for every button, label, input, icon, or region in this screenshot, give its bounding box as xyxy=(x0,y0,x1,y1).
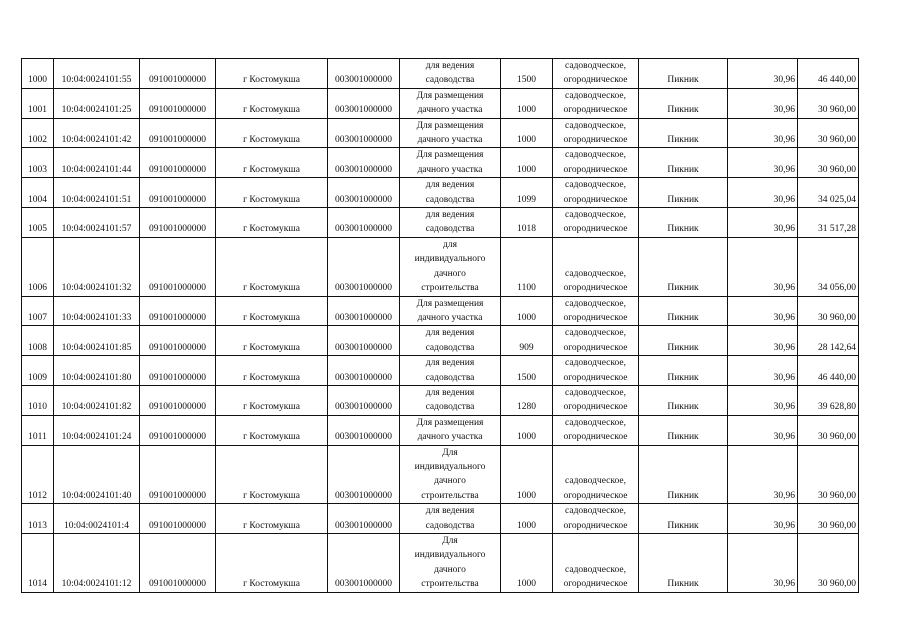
permitted-use-cell xyxy=(400,296,501,326)
permitted-use-cell-line: садоводства xyxy=(425,402,475,413)
land-category-cell xyxy=(553,59,639,89)
permitted-use-cell-line: дачного участка xyxy=(417,135,483,146)
cadastral-number-cell: 10:04:0024101:85 xyxy=(54,326,140,356)
specific-value-cell: 30,96 xyxy=(728,59,798,89)
land-category-cell xyxy=(553,148,639,178)
row-number-cell: 1006 xyxy=(22,237,54,296)
permitted-use-cell-line: дачного xyxy=(434,476,466,487)
cadastral-value-cell: 46 440,00 xyxy=(798,356,859,386)
permitted-use-cell-line: индивидуального xyxy=(414,461,486,472)
cadastral-zone-cell: Пикник xyxy=(639,148,728,178)
zone-code-cell: 003001000000 xyxy=(328,326,400,356)
permitted-use-cell-line: для ведения xyxy=(425,180,475,191)
land-category-cell xyxy=(553,445,639,504)
zone-code-cell: 003001000000 xyxy=(328,296,400,326)
cadastral-number-cell: 10:04:0024101:82 xyxy=(54,385,140,415)
land-category-cell-line: садоводческое, xyxy=(565,387,626,398)
table-row xyxy=(22,356,859,386)
specific-value-cell: 30,96 xyxy=(728,385,798,415)
permitted-use-cell-line: для xyxy=(443,239,457,250)
permitted-use-cell-line: Для размещения xyxy=(416,298,484,309)
area-cell: 1000 xyxy=(501,445,553,504)
permitted-use-cell xyxy=(400,208,501,238)
permitted-use-cell-line: индивидуального xyxy=(414,550,486,561)
okato-code-cell: 091001000000 xyxy=(140,148,216,178)
permitted-use-cell-line: дачного участка xyxy=(417,432,483,443)
land-category-cell xyxy=(553,415,639,445)
okato-code-cell: 091001000000 xyxy=(140,178,216,208)
land-category-cell xyxy=(553,296,639,326)
okato-code-cell: 091001000000 xyxy=(140,118,216,148)
land-category-cell-line: садоводческое, xyxy=(565,150,626,161)
locality-cell: г Костомукша xyxy=(216,178,328,208)
permitted-use-cell-line: садоводства xyxy=(425,75,475,86)
area-cell: 1500 xyxy=(501,59,553,89)
land-category-cell-line: огородническое xyxy=(563,372,628,383)
land-category-cell-line: садоводческое, xyxy=(565,180,626,191)
locality-cell: г Костомукша xyxy=(216,59,328,89)
cadastral-value-cell: 39 628,80 xyxy=(798,385,859,415)
permitted-use-cell xyxy=(400,534,501,593)
table-row xyxy=(22,445,859,504)
cadastral-value-cell: 34 056,00 xyxy=(798,237,859,296)
okato-code-cell: 091001000000 xyxy=(140,445,216,504)
cadastral-value-cell: 34 025,04 xyxy=(798,178,859,208)
cadastral-value-cell: 30 960,00 xyxy=(798,118,859,148)
table-row xyxy=(22,148,859,178)
land-category-cell-line: огородническое xyxy=(563,342,628,353)
specific-value-cell: 30,96 xyxy=(728,504,798,534)
permitted-use-cell xyxy=(400,415,501,445)
specific-value-cell: 30,96 xyxy=(728,118,798,148)
permitted-use-cell-line: дачного xyxy=(434,564,466,575)
land-category-cell-line: огородническое xyxy=(563,75,628,86)
locality-cell: г Костомукша xyxy=(216,118,328,148)
row-number-cell: 1012 xyxy=(22,445,54,504)
permitted-use-cell-line: садоводства xyxy=(425,520,475,531)
table-body xyxy=(22,59,859,593)
cadastral-number-cell: 10:04:0024101:57 xyxy=(54,208,140,238)
zone-code-cell: 003001000000 xyxy=(328,237,400,296)
okato-code-cell: 091001000000 xyxy=(140,88,216,118)
row-number-cell: 1011 xyxy=(22,415,54,445)
permitted-use-cell xyxy=(400,356,501,386)
land-category-cell-line: огородническое xyxy=(563,105,628,116)
zone-code-cell: 003001000000 xyxy=(328,118,400,148)
cadastral-number-cell: 10:04:0024101:24 xyxy=(54,415,140,445)
permitted-use-cell xyxy=(400,148,501,178)
cadastral-value-cell: 28 142,64 xyxy=(798,326,859,356)
area-cell: 909 xyxy=(501,326,553,356)
row-number-cell: 1000 xyxy=(22,59,54,89)
locality-cell: г Костомукша xyxy=(216,88,328,118)
land-category-cell xyxy=(553,356,639,386)
permitted-use-cell xyxy=(400,445,501,504)
land-category-cell xyxy=(553,504,639,534)
permitted-use-cell-line: дачного участка xyxy=(417,164,483,175)
land-category-cell xyxy=(553,118,639,148)
cadastral-zone-cell: Пикник xyxy=(639,178,728,208)
row-number-cell: 1005 xyxy=(22,208,54,238)
land-category-cell-line: огородническое xyxy=(563,520,628,531)
specific-value-cell: 30,96 xyxy=(728,208,798,238)
permitted-use-cell-line: Для размещения xyxy=(416,90,484,101)
row-number-cell: 1013 xyxy=(22,504,54,534)
permitted-use-cell-line: садоводства xyxy=(425,342,475,353)
permitted-use-cell xyxy=(400,118,501,148)
land-category-cell-line: садоводческое, xyxy=(565,476,626,487)
cadastral-number-cell: 10:04:0024101:4 xyxy=(54,504,140,534)
table-row xyxy=(22,296,859,326)
cadastral-value-cell: 30 960,00 xyxy=(798,88,859,118)
cadastral-zone-cell: Пикник xyxy=(639,326,728,356)
land-category-cell-line: садоводческое, xyxy=(565,417,626,428)
locality-cell: г Костомукша xyxy=(216,326,328,356)
specific-value-cell: 30,96 xyxy=(728,148,798,178)
land-category-cell-line: огородническое xyxy=(563,135,628,146)
cadastral-value-cell: 46 440,00 xyxy=(798,59,859,89)
row-number-cell: 1001 xyxy=(22,88,54,118)
permitted-use-cell-line: для ведения xyxy=(425,506,475,517)
locality-cell: г Костомукша xyxy=(216,148,328,178)
table-row xyxy=(22,534,859,593)
permitted-use-cell-line: Для размещения xyxy=(416,120,484,131)
row-number-cell: 1010 xyxy=(22,385,54,415)
zone-code-cell: 003001000000 xyxy=(328,504,400,534)
okato-code-cell: 091001000000 xyxy=(140,208,216,238)
area-cell: 1500 xyxy=(501,356,553,386)
permitted-use-cell-line: садоводства xyxy=(425,224,475,235)
permitted-use-cell-line: Для xyxy=(442,536,458,546)
area-cell: 1280 xyxy=(501,385,553,415)
permitted-use-cell-line: для ведения xyxy=(425,358,475,369)
okato-code-cell: 091001000000 xyxy=(140,296,216,326)
table-row xyxy=(22,178,859,208)
permitted-use-cell-line: Для xyxy=(442,447,458,458)
cadastral-number-cell: 10:04:0024101:51 xyxy=(54,178,140,208)
cadastral-value-cell: 30 960,00 xyxy=(798,296,859,326)
cadastral-number-cell: 10:04:0024101:44 xyxy=(54,148,140,178)
permitted-use-cell-line: строительства xyxy=(421,490,479,501)
row-number-cell: 1009 xyxy=(22,356,54,386)
area-cell: 1000 xyxy=(501,118,553,148)
land-category-cell-line: садоводческое, xyxy=(565,358,626,369)
cadastral-zone-cell: Пикник xyxy=(639,118,728,148)
locality-cell: г Костомукша xyxy=(216,237,328,296)
locality-cell: г Костомукша xyxy=(216,534,328,593)
land-category-cell-line: огородническое xyxy=(563,164,628,175)
cadastral-zone-cell: Пикник xyxy=(639,356,728,386)
cadastral-value-cell: 30 960,00 xyxy=(798,415,859,445)
land-category-cell xyxy=(553,208,639,238)
area-cell: 1000 xyxy=(501,148,553,178)
cadastral-value-cell: 30 960,00 xyxy=(798,504,859,534)
permitted-use-cell-line: садоводства xyxy=(425,194,475,205)
zone-code-cell: 003001000000 xyxy=(328,178,400,208)
cadastral-value-cell: 30 960,00 xyxy=(798,445,859,504)
land-category-cell-line: садоводческое, xyxy=(565,328,626,339)
permitted-use-cell-line: для ведения xyxy=(425,210,475,221)
land-category-cell-line: огородническое xyxy=(563,579,628,590)
land-category-cell xyxy=(553,88,639,118)
specific-value-cell: 30,96 xyxy=(728,356,798,386)
zone-code-cell: 003001000000 xyxy=(328,148,400,178)
specific-value-cell: 30,96 xyxy=(728,88,798,118)
locality-cell: г Костомукша xyxy=(216,208,328,238)
table-row xyxy=(22,326,859,356)
permitted-use-cell-line: для ведения xyxy=(425,328,475,339)
row-number-cell: 1014 xyxy=(22,534,54,593)
land-category-cell-line: садоводческое, xyxy=(565,120,626,131)
cadastral-number-cell: 10:04:0024101:42 xyxy=(54,118,140,148)
zone-code-cell: 003001000000 xyxy=(328,208,400,238)
land-category-cell-line: садоводческое, xyxy=(565,564,626,575)
permitted-use-cell-line: дачного участка xyxy=(417,312,483,323)
permitted-use-cell xyxy=(400,88,501,118)
okato-code-cell: 091001000000 xyxy=(140,504,216,534)
locality-cell: г Костомукша xyxy=(216,415,328,445)
cadastral-zone-cell: Пикник xyxy=(639,385,728,415)
area-cell: 1000 xyxy=(501,88,553,118)
area-cell: 1000 xyxy=(501,504,553,534)
row-number-cell: 1002 xyxy=(22,118,54,148)
locality-cell: г Костомукша xyxy=(216,445,328,504)
cadastral-value-cell: 31 517,28 xyxy=(798,208,859,238)
row-number-cell: 1008 xyxy=(22,326,54,356)
area-cell: 1018 xyxy=(501,208,553,238)
land-category-cell xyxy=(553,534,639,593)
land-registry-table xyxy=(21,58,859,593)
cadastral-zone-cell: Пикник xyxy=(639,534,728,593)
table-row xyxy=(22,208,859,238)
specific-value-cell: 30,96 xyxy=(728,237,798,296)
specific-value-cell: 30,96 xyxy=(728,415,798,445)
land-category-cell-line: огородническое xyxy=(563,432,628,443)
okato-code-cell: 091001000000 xyxy=(140,326,216,356)
cadastral-number-cell: 10:04:0024101:25 xyxy=(54,88,140,118)
cadastral-value-cell: 30 960,00 xyxy=(798,148,859,178)
locality-cell: г Костомукша xyxy=(216,356,328,386)
okato-code-cell: 091001000000 xyxy=(140,237,216,296)
locality-cell: г Костомукша xyxy=(216,385,328,415)
permitted-use-cell-line: для ведения xyxy=(425,61,475,71)
land-category-cell-line: садоводческое, xyxy=(565,90,626,101)
permitted-use-cell xyxy=(400,178,501,208)
permitted-use-cell-line: дачного xyxy=(434,268,466,279)
land-category-cell-line: садоводческое, xyxy=(565,298,626,309)
cadastral-zone-cell: Пикник xyxy=(639,296,728,326)
permitted-use-cell-line: Для размещения xyxy=(416,150,484,161)
table-row xyxy=(22,504,859,534)
cadastral-number-cell: 10:04:0024101:80 xyxy=(54,356,140,386)
okato-code-cell: 091001000000 xyxy=(140,534,216,593)
land-category-cell-line: огородническое xyxy=(563,283,628,294)
cadastral-number-cell: 10:04:0024101:55 xyxy=(54,59,140,89)
specific-value-cell: 30,96 xyxy=(728,178,798,208)
land-category-cell xyxy=(553,237,639,296)
area-cell: 1000 xyxy=(501,415,553,445)
cadastral-zone-cell: Пикник xyxy=(639,445,728,504)
permitted-use-cell xyxy=(400,504,501,534)
table-row xyxy=(22,415,859,445)
land-category-cell-line: садоводческое, xyxy=(565,506,626,517)
permitted-use-cell-line: дачного участка xyxy=(417,105,483,116)
row-number-cell: 1004 xyxy=(22,178,54,208)
permitted-use-cell-line: индивидуального xyxy=(414,254,486,265)
land-category-cell-line: огородническое xyxy=(563,490,628,501)
cadastral-zone-cell: Пикник xyxy=(639,208,728,238)
table-row xyxy=(22,88,859,118)
zone-code-cell: 003001000000 xyxy=(328,356,400,386)
area-cell: 1099 xyxy=(501,178,553,208)
table-row xyxy=(22,385,859,415)
table-row xyxy=(22,59,859,89)
locality-cell: г Костомукша xyxy=(216,504,328,534)
permitted-use-cell xyxy=(400,59,501,89)
zone-code-cell: 003001000000 xyxy=(328,445,400,504)
cadastral-number-cell: 10:04:0024101:12 xyxy=(54,534,140,593)
specific-value-cell: 30,96 xyxy=(728,296,798,326)
cadastral-value-cell: 30 960,00 xyxy=(798,534,859,593)
permitted-use-cell xyxy=(400,237,501,296)
permitted-use-cell xyxy=(400,385,501,415)
land-category-cell-line: огородническое xyxy=(563,402,628,413)
cadastral-zone-cell: Пикник xyxy=(639,88,728,118)
cadastral-zone-cell: Пикник xyxy=(639,504,728,534)
land-category-cell-line: огородническое xyxy=(563,194,628,205)
permitted-use-cell-line: строительства xyxy=(421,579,479,590)
zone-code-cell: 003001000000 xyxy=(328,415,400,445)
land-category-cell-line: садоводческое, xyxy=(565,210,626,221)
land-category-cell-line: садоводческое, xyxy=(565,268,626,279)
cadastral-number-cell: 10:04:0024101:33 xyxy=(54,296,140,326)
row-number-cell: 1007 xyxy=(22,296,54,326)
permitted-use-cell-line: садоводства xyxy=(425,372,475,383)
table-row xyxy=(22,237,859,296)
okato-code-cell: 091001000000 xyxy=(140,356,216,386)
specific-value-cell: 30,96 xyxy=(728,534,798,593)
cadastral-zone-cell: Пикник xyxy=(639,237,728,296)
zone-code-cell: 003001000000 xyxy=(328,88,400,118)
land-category-cell xyxy=(553,178,639,208)
table-row xyxy=(22,118,859,148)
specific-value-cell: 30,96 xyxy=(728,326,798,356)
specific-value-cell: 30,96 xyxy=(728,445,798,504)
area-cell: 1100 xyxy=(501,237,553,296)
locality-cell: г Костомукша xyxy=(216,296,328,326)
land-category-cell-line: огородническое xyxy=(563,224,628,235)
cadastral-zone-cell: Пикник xyxy=(639,415,728,445)
cadastral-zone-cell: Пикник xyxy=(639,59,728,89)
okato-code-cell: 091001000000 xyxy=(140,59,216,89)
row-number-cell: 1003 xyxy=(22,148,54,178)
land-category-cell xyxy=(553,385,639,415)
land-category-cell-line: садоводческое, xyxy=(565,61,626,71)
zone-code-cell: 003001000000 xyxy=(328,534,400,593)
cadastral-number-cell: 10:04:0024101:32 xyxy=(54,237,140,296)
area-cell: 1000 xyxy=(501,534,553,593)
permitted-use-cell xyxy=(400,326,501,356)
okato-code-cell: 091001000000 xyxy=(140,415,216,445)
okato-code-cell: 091001000000 xyxy=(140,385,216,415)
permitted-use-cell-line: строительства xyxy=(421,283,479,294)
land-category-cell xyxy=(553,326,639,356)
area-cell: 1000 xyxy=(501,296,553,326)
permitted-use-cell-line: для ведения xyxy=(425,387,475,398)
land-category-cell-line: огородническое xyxy=(563,312,628,323)
permitted-use-cell-line: Для размещения xyxy=(416,417,484,428)
cadastral-number-cell: 10:04:0024101:40 xyxy=(54,445,140,504)
zone-code-cell: 003001000000 xyxy=(328,59,400,89)
zone-code-cell: 003001000000 xyxy=(328,385,400,415)
